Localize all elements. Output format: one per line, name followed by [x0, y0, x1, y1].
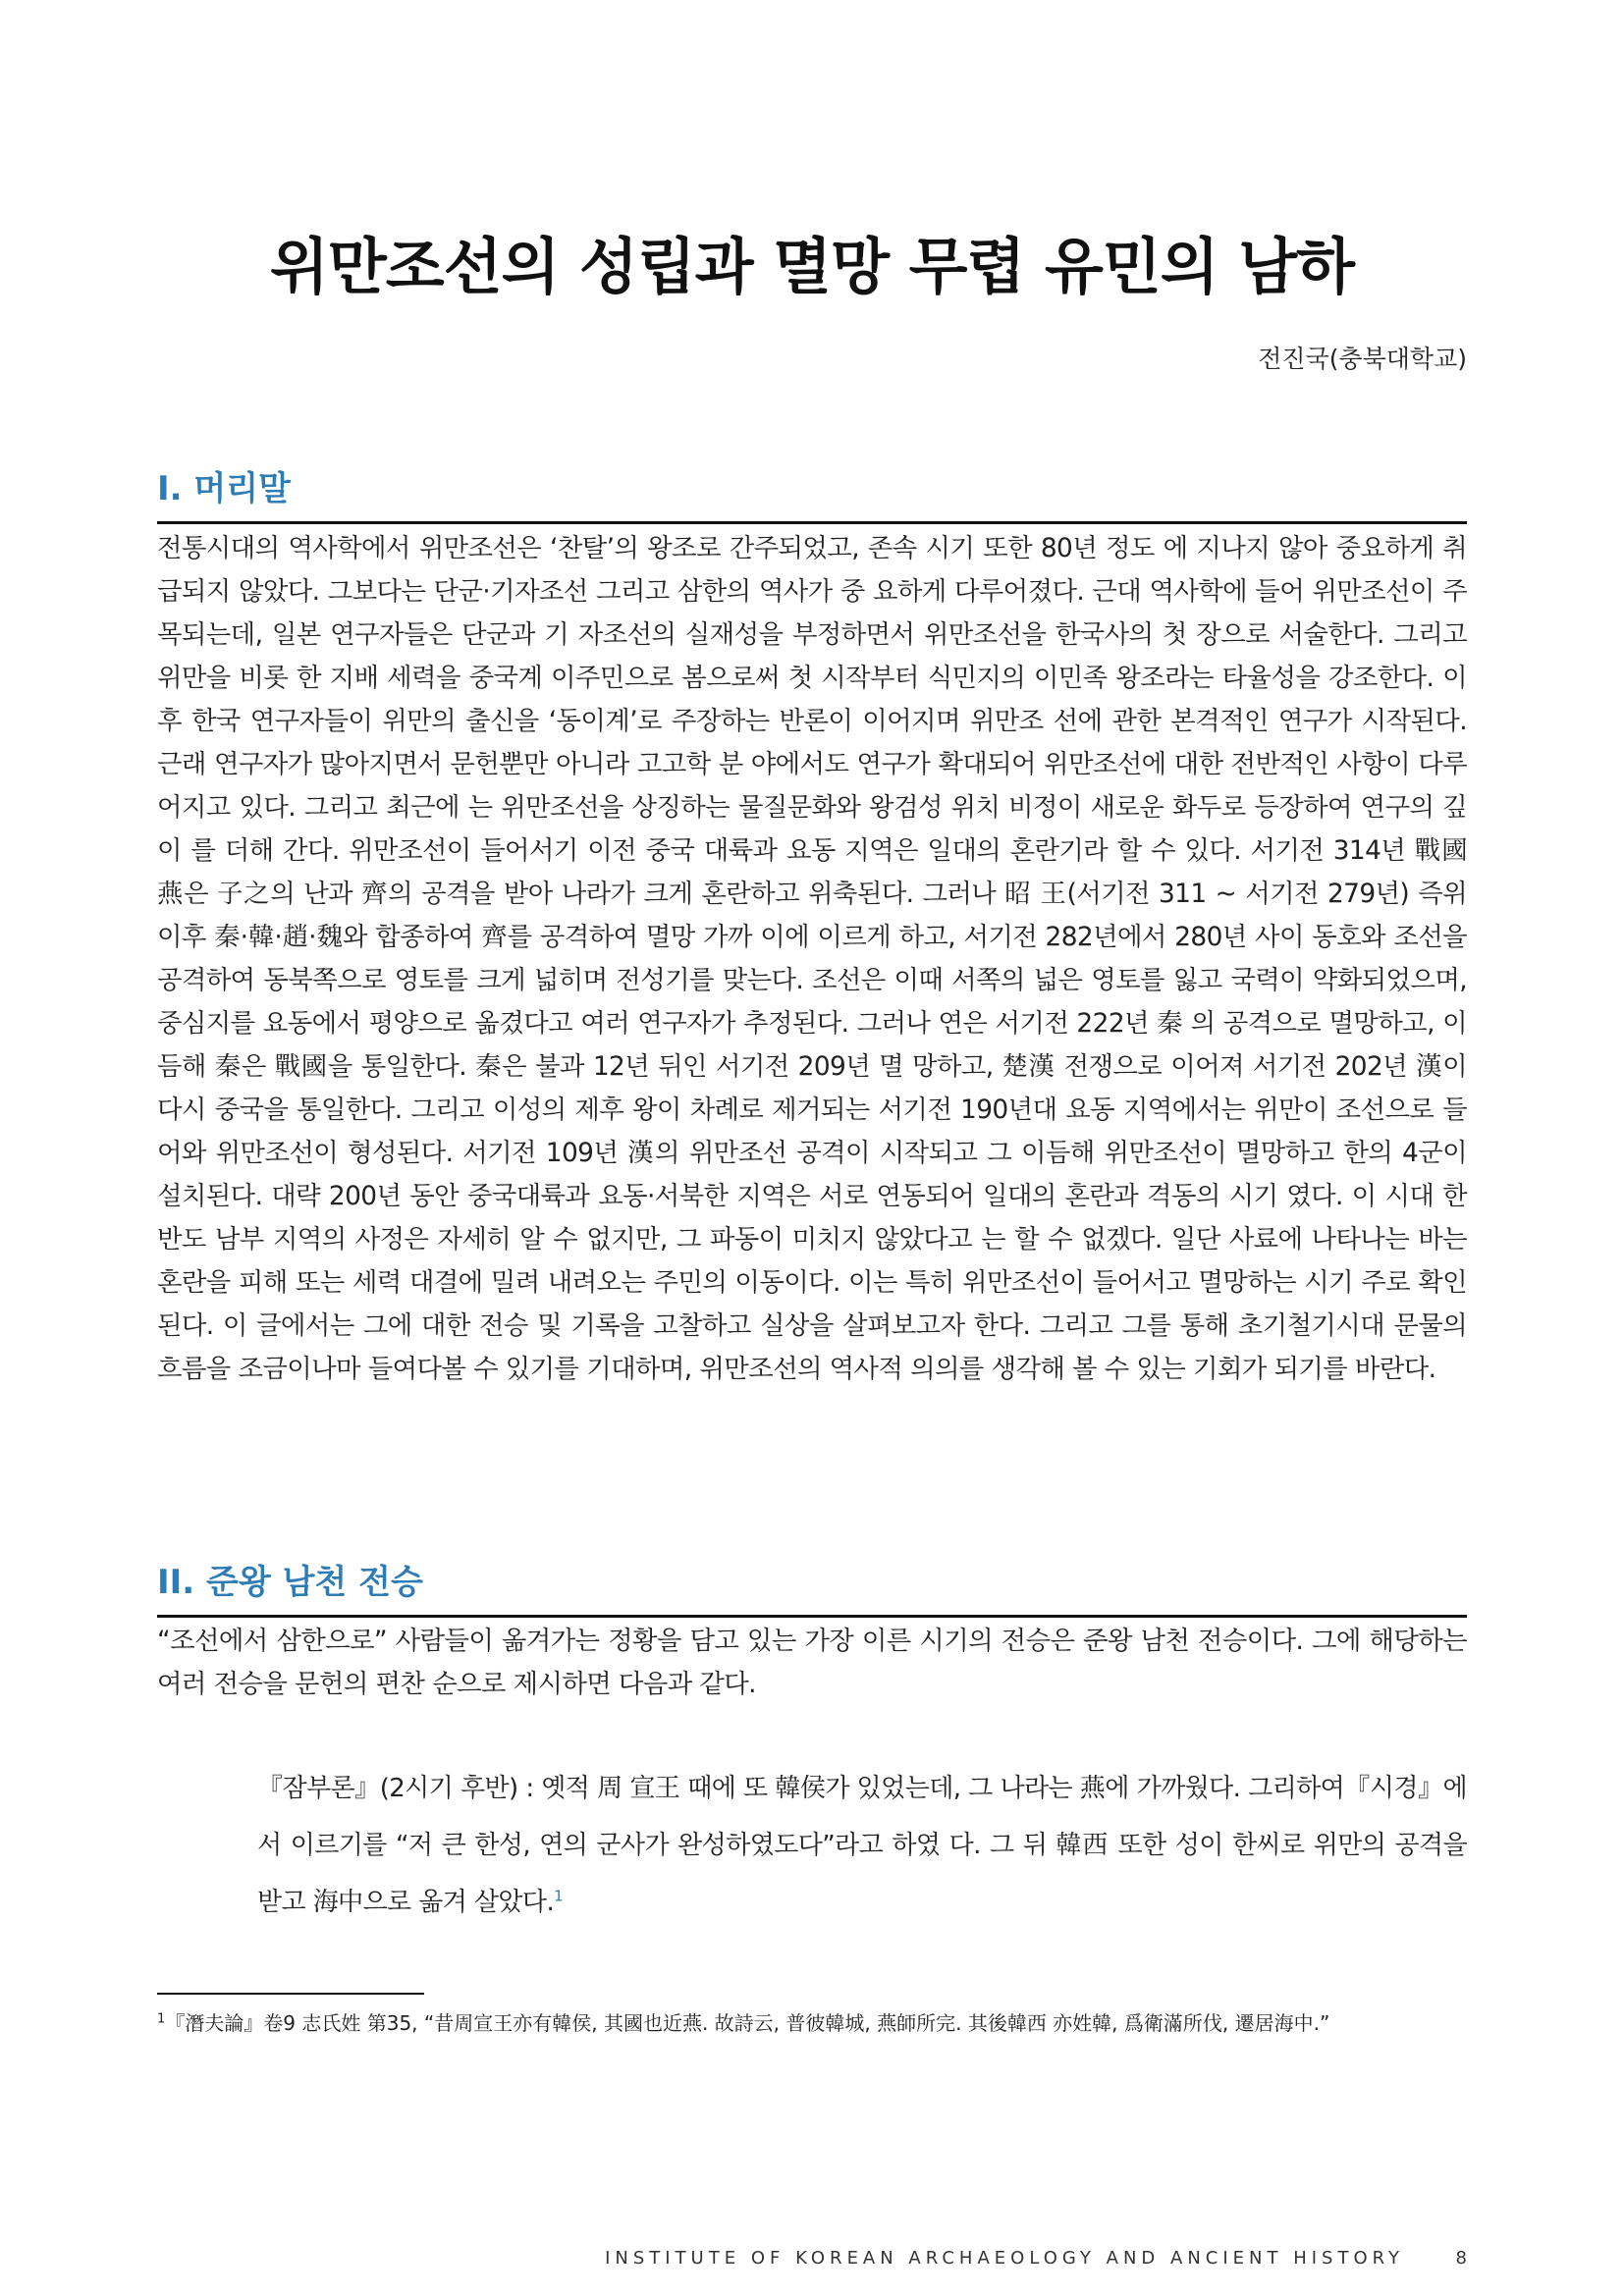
section-heading-introduction: I. 머리말 [157, 461, 1467, 524]
page-footer [157, 2248, 1467, 2277]
footer-institute-name: INSTITUTE OF KOREAN ARCHAEOLOGY AND ANCIENT HISTORY [605, 2248, 1404, 2269]
quoted-source-passage [257, 1760, 1467, 1931]
footnote-divider [157, 1993, 424, 1995]
paper-title: 위만조선의 성립과 멸망 무렵 유민의 남하 [269, 231, 1355, 302]
footnote-reference[interactable]: 1 [554, 1887, 564, 1905]
quote-text: 『잠부론』(2시기 후반) : 옛적 周 宣王 때에 또 韓侯가 있었는데, 그 나라는 燕에 가까웠다. 그리하여『시경』에서 이르기를 “저 큰 한성, 연의 군사가 완성하였도다”라고 하였 다. 그 뒤 韓西 또한 성이 한씨로 위만의 공격을 받고 海中으로 옮겨 살았다. [257, 1774, 1467, 1917]
footnote-number: 1 [157, 2011, 166, 2027]
author-affiliation: 전진국(충북대학교) [1258, 345, 1467, 373]
section-2-paragraph: “조선에서 삼한으로” 사람들이 옮겨가는 정황을 담고 있는 가장 이른 시기의 전승은 준왕 남천 전승이다. 그에 해당하는 여러 전승을 문헌의 편찬 순으로 제시하면 다음과 같다. [157, 1626, 1467, 1699]
footnote-text: 『潛夫論』卷9 志氏姓 第35, “昔周宣王亦有韓侯, 其國也近燕. 故詩云, 普彼韓城, 燕師所完. 其後韓西 亦姓韓, 爲衛滿所伐, 遷居海中.” [165, 2011, 1330, 2035]
page-number: 8 [1455, 2248, 1467, 2269]
introduction-paragraph: 전통시대의 역사학에서 위만조선은 ‘찬탈’의 왕조로 간주되었고, 존속 시기 또한 80년 정도 에 지나지 않아 중요하게 취급되지 않았다. 그보다는 단군·기자조선 그리고 삼한의 역사가 중 요하게 다루어졌다. 근대 역사학에 들어 위만조선이 주목되는데, 일본 연구자들은 단군과 기 자조선의 실재성을 부정하면서 위만조선을 한국사의 첫 장으로 서술한다. 그리고 위만을 비롯 한 지배 세력을 중국계 이주민으로 봄으로써 첫 시작부터 식민지의 이민족 왕조라는 타율성을 강조한다. 이후 한국 연구자들이 위만의 출신을 ‘동이계’로 주장하는 반론이 이어지며 위만조 선에 관한 본격적인 연구가 시작된다. 근래 연구자가 많아지면서 문헌뿐만 아니라 고고학 분 야에서도 연구가 확대되어 위만조선에 대한 전반적인 사항이 다루어지고 있다. 그리고 최근에 는 위만조선을 상징하는 물질문화와 왕검성 위치 비정이 새로운 화두로 등장하여 연구의 깊이 를 더해 간다. 위만조선이 들어서기 이전 중국 대륙과 요동 지역은 일대의 혼란기라 할 수 있다. 서기전 314년 戰國 燕은 子之의 난과 齊의 공격을 받아 나라가 크게 혼란하고 위축된다. 그러나 昭 王(서기전 311 ~ 서기전 279년) 즉위 이후 秦·韓·趙·魏와 합종하여 齊를 공격하여 멸망 가까 이에 이르게 하고, 서기전 282년에서 280년 사이 동호와 조선을 공격하여 동북쪽으로 영토를 크게 넓히며 전성기를 맞는다. 조선은 이때 서쪽의 넓은 영토를 잃고 국력이 약화되었으며, 중심지를 요동에서 평양으로 옮겼다고 여러 연구자가 추정된다. 그러나 연은 서기전 222년 秦 의 공격으로 멸망하고, 이듬해 秦은 戰國을 통일한다. 秦은 불과 12년 뒤인 서기전 209년 멸 망하고, 楚漢 전쟁으로 이어져 서기전 202년 漢이 다시 중국을 통일한다. 그리고 이성의 제후 왕이 차례로 제거되는 서기전 190년대 요동 지역에서는 위만이 조선으로 들어와 위만조선이 형성된다. 서기전 109년 漢의 위만조선 공격이 시작되고 그 이듬해 위만조선이 멸망하고 한의 4군이 설치된다. 대략 200년 동안 중국대륙과 요동·서북한 지역은 서로 연동되어 일대의 혼란과 격동의 시기 였다. 이 시대 한반도 남부 지역의 사정은 자세히 알 수 없지만, 그 파동이 미치지 않았다고 는 할 수 없겠다. 일단 사료에 나타나는 바는 혼란을 피해 또는 세력 대결에 밀려 내려오는 주민의 이동이다. 이는 특히 위만조선이 들어서고 멸망하는 시기 주로 확인된다. 이 글에서는 그에 대한 전승 및 기록을 고찰하고 실상을 살펴보고자 한다. 그리고 그를 통해 초기철기시대 문물의 흐름을 조금이나마 들여다볼 수 있기를 기대하며, 위만조선의 역사적 의의를 생각해 볼 수 있는 기회가 되기를 바란다. [157, 533, 1467, 1384]
footnote [157, 2008, 1467, 2038]
section-heading-junwang-legend: II. 준왕 남천 전승 [157, 1555, 1467, 1618]
